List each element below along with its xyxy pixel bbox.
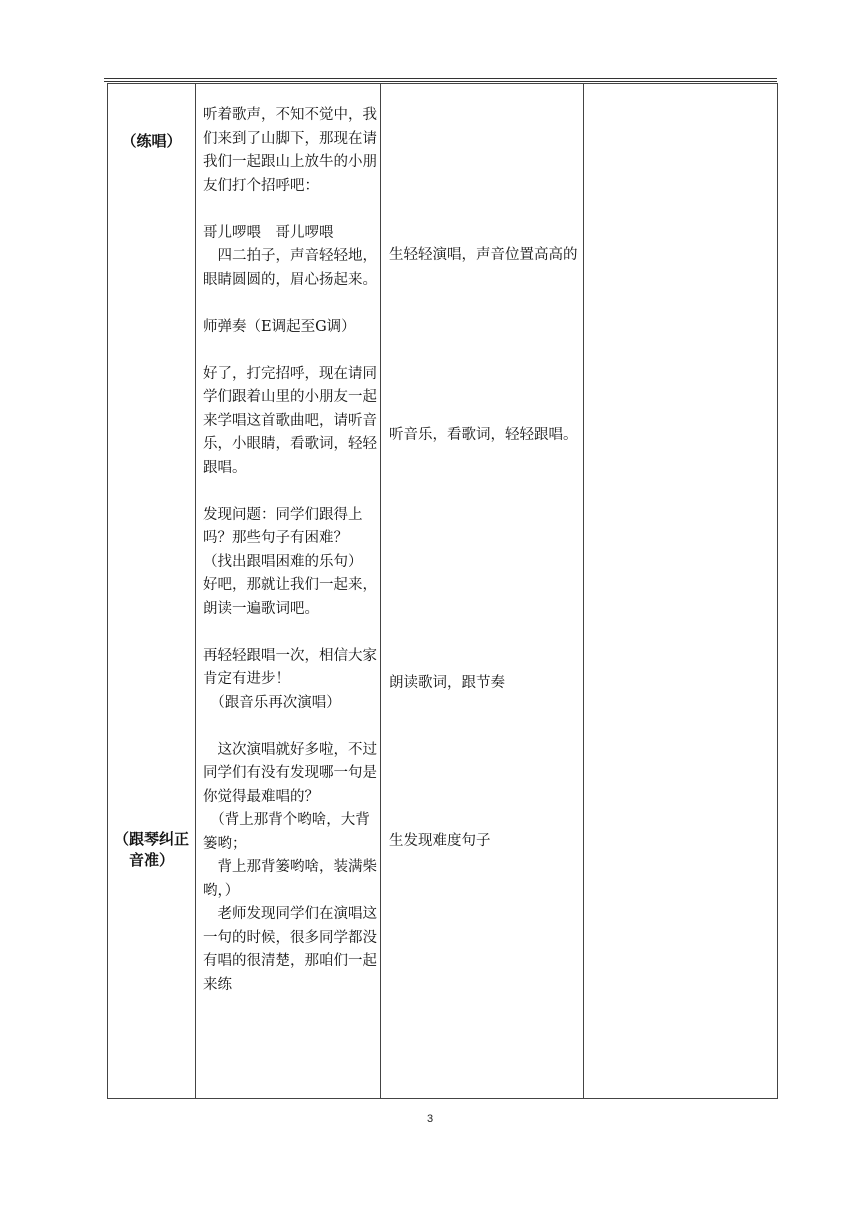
teacher-paragraph: （背上那背个哟啥，大背篓哟； <box>203 812 370 852</box>
student-activity-column <box>381 84 584 1099</box>
teacher-paragraph: 老师发现同学们在演唱这一句的时候，很多同学都没有唱的很清楚，那咱们一起来练 <box>203 906 377 993</box>
teacher-paragraph: 背上那背篓哟啥，装满柴哟，） <box>203 859 377 899</box>
teacher-paragraph: 四二拍子，声音轻轻地，眼睛圆圆的，眉心扬起来。 <box>203 248 377 288</box>
teacher-paragraph: （找出跟唱困难的乐句） <box>203 553 363 570</box>
teacher-paragraph: 发现问题：同学们跟得上吗？那些句子有困难？ <box>203 506 363 546</box>
header-rule-secondary <box>104 81 777 82</box>
teacher-paragraph: 听着歌声，不知不觉中，我们来到了山脚下，那现在请我们一起跟山上放牛的小朋友们打个招呼吧： <box>203 107 377 194</box>
table-row <box>108 84 778 1099</box>
teacher-paragraph: 师弹奏（E调起至G调） <box>203 318 356 335</box>
teacher-paragraph: （跟音乐再次演唱） <box>203 694 341 711</box>
stage-column <box>108 84 196 1099</box>
student-activity: 听音乐，看歌词，轻轻跟唱。 <box>389 427 578 443</box>
teacher-paragraph: 好吧，那就让我们一起来，朗读一遍歌词吧。 <box>203 577 377 617</box>
teacher-activity-column <box>196 84 381 1099</box>
student-activity: 生发现难度句子 <box>389 833 491 849</box>
header-rule <box>104 78 777 79</box>
stage-label-correction: （跟琴纠正音准） <box>113 830 189 869</box>
lesson-plan-table <box>107 83 778 1099</box>
notes-column <box>584 84 778 1099</box>
teacher-paragraph: 哥儿啰喂 哥儿啰喂 <box>203 224 334 241</box>
student-activity: 朗读歌词，跟节奏 <box>389 675 505 691</box>
teacher-paragraph: 这次演唱就好多啦，不过同学们有没有发现哪一句是你觉得最难唱的？ <box>203 741 377 805</box>
teacher-paragraph: 好了，打完招呼，现在请同学们跟着山里的小朋友一起来学唱这首歌曲吧，请听音乐，小眼睛，看歌词，轻轻跟唱。 <box>203 365 377 476</box>
teacher-paragraph: 再轻轻跟唱一次，相信大家肯定有进步！ <box>203 647 377 687</box>
page-number: 3 <box>426 1113 434 1125</box>
stage-label-practice: （练唱） <box>121 132 182 150</box>
student-activity: 生轻轻演唱，声音位置高高的 <box>389 247 578 263</box>
